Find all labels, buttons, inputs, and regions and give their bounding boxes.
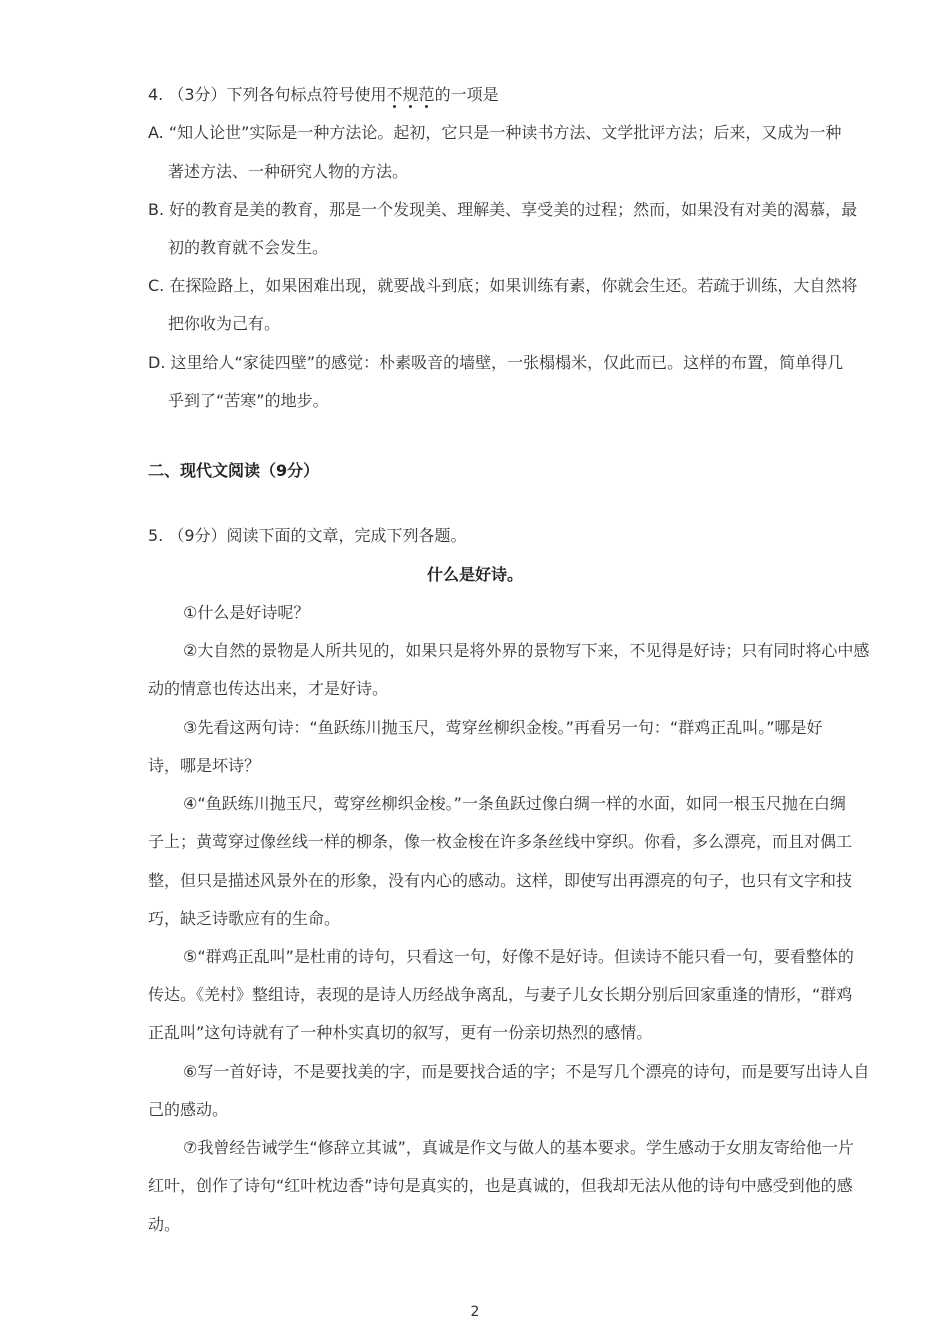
article-line: 动的情意也传达出来，才是好诗。 [148, 679, 389, 698]
article-line: ①什么是好诗呢？ [183, 603, 310, 622]
option-a-line-1: A. “知人论世”实际是一种方法论。起初，它只是一种读书方法、文学批评方法；后来，又成为一种 [148, 123, 842, 142]
section-2-title: 二、现代文阅读（9分） [148, 461, 320, 480]
article-line: ④“鱼跃练川抛玉尺，莺穿丝柳织金梭。”一条鱼跃过像白绸一样的水面，如同一根玉尺抛在白绸 [183, 794, 846, 813]
option-d-line-2: 乎到了“苦寒”的地步。 [168, 391, 329, 410]
question-5-stem: 5. （9分）阅读下面的文章，完成下列各题。 [148, 526, 467, 545]
option-b-line-2: 初的教育就不会发生。 [168, 238, 329, 257]
article-line: ⑦我曾经告诫学生“修辞立其诚”，真诚是作文与做人的基本要求。学生感动于女朋友寄给他一片 [183, 1138, 854, 1157]
option-b-line-1: B. 好的教育是美的教育，那是一个发现美、理解美、享受美的过程；然而，如果没有对美的渴慕，最 [148, 200, 858, 219]
article-line: 红叶，创作了诗句“红叶枕边香”诗句是真实的，也是真诚的，但我却无法从他的诗句中感受到他的感 [148, 1176, 853, 1195]
article-line: ⑥写一首好诗，不是要找美的字，而是要找合适的字；不是写几个漂亮的诗句，而是要写出诗人自 [183, 1062, 870, 1081]
article-line: 正乱叫”这句诗就有了一种朴实真切的叙写，更有一份亲切热烈的感情。 [148, 1023, 653, 1042]
article-line: 子上；黄莺穿过像丝线一样的柳条，像一枚金梭在许多条丝线中穿织。你看，多么漂亮，而且对偶工 [148, 832, 853, 851]
question-4-stem-after: 的一项是 [434, 85, 499, 104]
option-d-line-1: D. 这里给人“家徒四壁”的感觉：朴素吸音的墙壁，一张榻榻米，仅此而已。这样的布置，简单得几 [148, 353, 844, 372]
article-line: ⑤“群鸡正乱叫”是杜甫的诗句，只看这一句，好像不是好诗。但读诗不能只看一句，要看整体的 [183, 947, 854, 966]
article-line: 诗，哪是坏诗？ [148, 756, 261, 775]
article-title: 什么是好诗。 [426, 565, 523, 584]
article-line: ③先看这两句诗：“鱼跃练川抛玉尺，莺穿丝柳织金梭。”再看另一句：“群鸡正乱叫。”哪是好 [183, 718, 823, 737]
emphasis-dot [425, 105, 428, 108]
emphasis-dots [387, 105, 435, 109]
emphasis-dot [409, 105, 412, 108]
emphasis-dot [393, 105, 396, 108]
question-4-stem [148, 84, 499, 106]
option-c-line-2: 把你收为己有。 [168, 314, 281, 333]
article-line: 整，但只是描述风景外在的形象，没有内心的感动。这样，即使写出再漂亮的句子，也只有文字和技 [148, 871, 853, 890]
option-a-line-2: 著述方法、一种研究人物的方法。 [168, 162, 409, 181]
page-number: 2 [470, 1304, 480, 1320]
article-line: 动。 [148, 1215, 181, 1234]
article-line: 巧，缺乏诗歌应有的生命。 [148, 909, 341, 928]
article-line: 传达。《羌村》整组诗，表现的是诗人历经战争离乱，与妻子儿女长期分别后回家重逢的情形，“群鸡 [148, 985, 853, 1004]
option-c-line-1: C. 在探险路上，如果困难出现，就要战斗到底；如果训练有素，你就会生还。若疏于训练，大自然将 [148, 276, 858, 295]
question-4-stem-emphasis: 不规范 [386, 85, 435, 104]
question-4-stem-before: 4. （3分）下列各句标点符号使用 [148, 85, 387, 104]
article-line: ②大自然的景物是人所共见的，如果只是将外界的景物写下来，不见得是好诗；只有同时将心中感 [183, 641, 870, 660]
article-line: 己的感动。 [148, 1100, 229, 1119]
